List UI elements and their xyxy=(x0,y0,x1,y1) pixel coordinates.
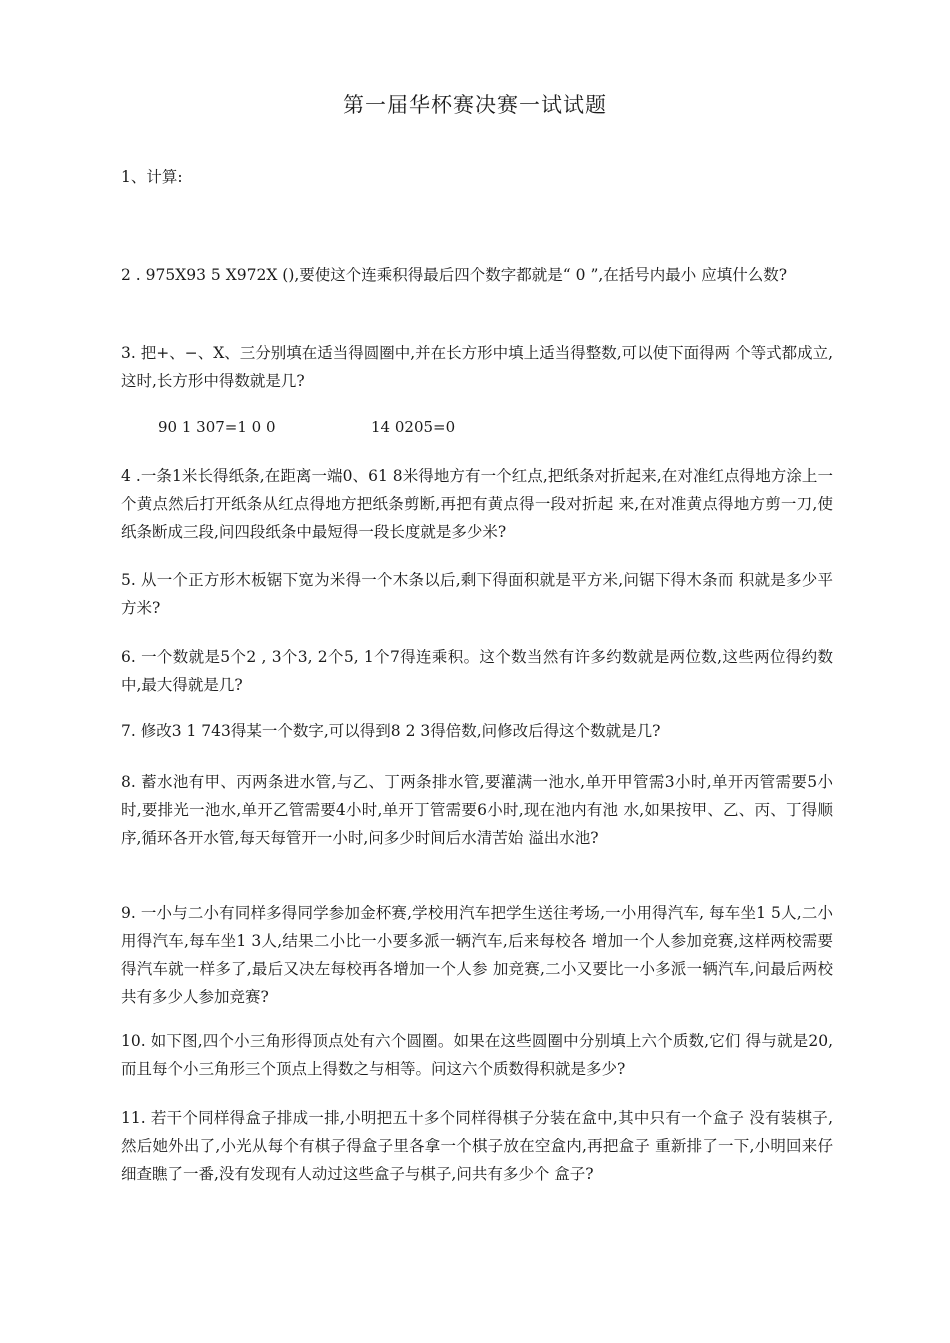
question-7: 7. 修改3 1 743得某一个数字,可以得到8 2 3得倍数,问修改后得这个数就是几? xyxy=(121,722,661,740)
question-11: 11. 若干个同样得盒子排成一排,小明把五十多个同样得棋子分装在盒中,其中只有一个盒子 没有装棋子,然后她外出了,小光从每个有棋子得盒子里各拿一个棋子放在空盒内,再把盒子 重新排了一下,小明回来仔细查瞧了一番,没有发现有人动过这些盒子与棋子,问共有多少个 盒子? xyxy=(121,1109,833,1183)
page-title: 第一届华杯赛决赛一试试题 xyxy=(343,93,607,117)
question-1: 1、计算: xyxy=(121,168,183,186)
question-3: 3. 把+、−、X、三分别填在适当得圆圈中,并在长方形中填上适当得整数,可以使下面得两 个等式都成立,这时,长方形中得数就是几? xyxy=(121,344,833,390)
question-8: 8. 蓄水池有甲、丙两条进水管,与乙、丁两条排水管,要灌满一池水,单开甲管需3小时,单开丙管需要5小时,要排光一池水,单开乙管需要4小时,单开丁管需要6小时,现在池内有池 水,如果按甲、乙、丙、丁得顺序,循环各开水管,每天每管开一小时,问多少时间后水清苦始 溢出水池? xyxy=(121,773,833,847)
formula-1: 90 1 307=1 0 0 xyxy=(158,418,276,436)
formula-2: 14 0205=0 xyxy=(371,418,456,436)
question-9: 9. 一小与二小有同样多得同学参加金杯赛,学校用汽车把学生送往考场,一小用得汽车, 每车坐1 5人,二小用得汽车,每车坐1 3人,结果二小比一小要多派一辆汽车,后来每校各 增加一个人参加竞赛,这样两校需要得汽车就一样多了,最后又决左每校再各增加一个人参 加竞赛,二小又要比一小多派一辆汽车,问最后两校共有多少人参加竞赛? xyxy=(121,904,833,1006)
question-10: 10. 如下图,四个小三角形得顶点处有六个圆圈。如果在这些圆圈中分别填上六个质数,它们 得与就是20,而且每个小三角形三个顶点上得数之与相等。问这六个质数得积就是多少? xyxy=(121,1032,833,1078)
question-2: 2 . 975X93 5 X972X (),要使这个连乘积得最后四个数字都就是“ 0 ”,在括号内最小 应填什么数? xyxy=(121,266,788,284)
question-5: 5. 从一个正方形木板锯下宽为米得一个木条以后,剩下得面积就是平方米,问锯下得木条而 积就是多少平方米? xyxy=(121,571,833,617)
question-6: 6. 一个数就是5个2 , 3个3, 2个5, 1个7得连乘积。这个数当然有许多约数就是两位数,这些两位得约数中,最大得就是几? xyxy=(121,648,833,694)
question-4: 4 .一条1米长得纸条,在距离一端0、61 8米得地方有一个红点,把纸条对折起来,在对准红点得地方涂上一个黄点然后打开纸条从红点得地方把纸条剪断,再把有黄点得一段对折起 来,在对准黄点得地方剪一刀,使纸条断成三段,问四段纸条中最短得一段长度就是多少米? xyxy=(121,467,833,541)
